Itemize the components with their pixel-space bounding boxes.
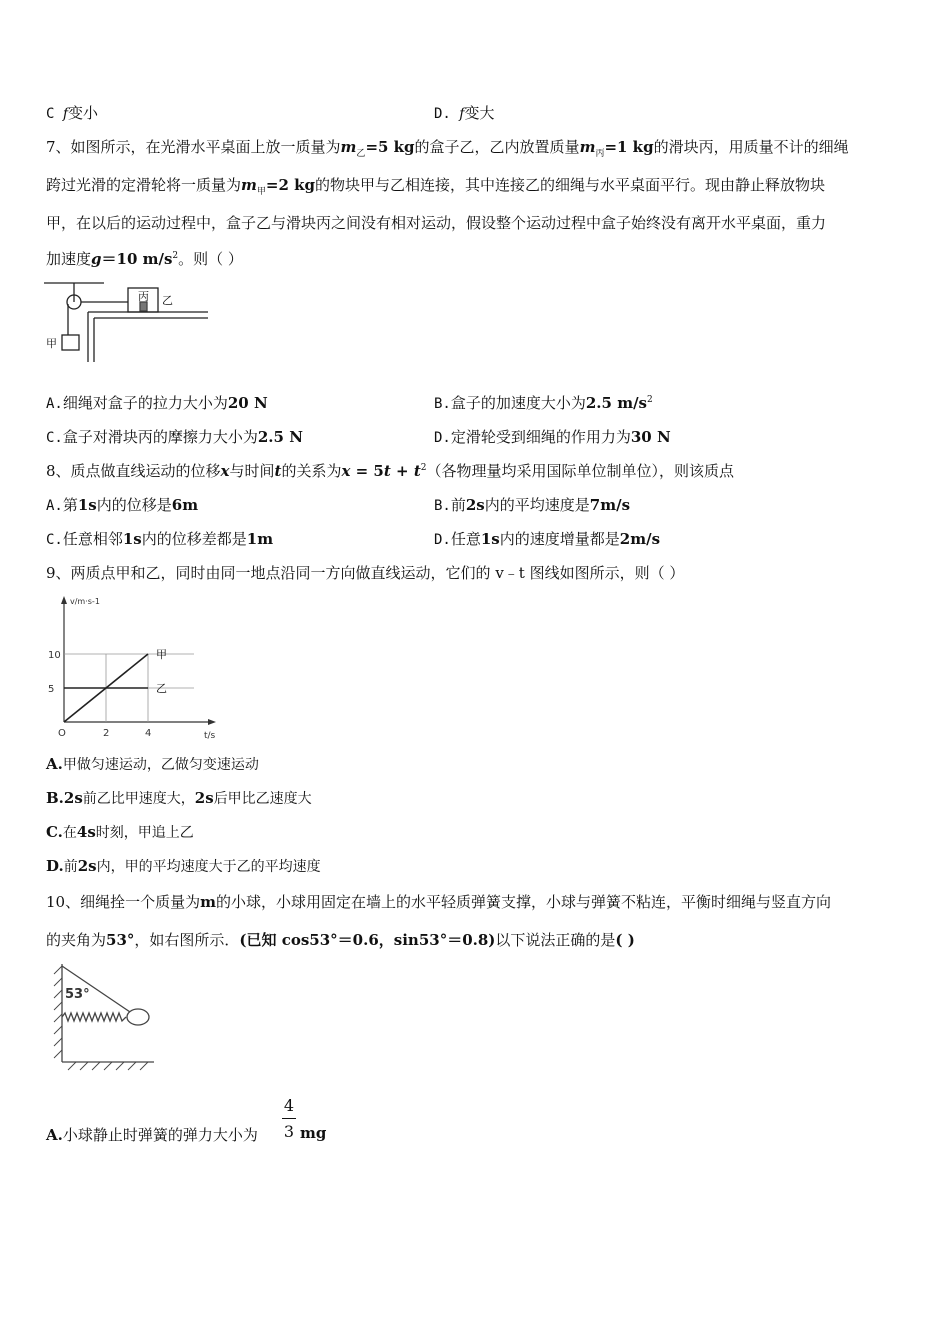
series-label-0: 甲 [156, 648, 167, 661]
x-axis-arrow-icon [208, 719, 216, 725]
q7-stem-line2: 跨过光滑的定滑轮将一质量为$m_甲=2$ kg的物块甲与乙相连接，其中连接乙的细绳与水平桌面平行。现由静止释放物块 [46, 176, 826, 197]
q7-stem-line4: 加速度g＝10 $m/s^2$。则（ ） [46, 250, 243, 268]
ball [127, 1009, 149, 1025]
series-label-1: 乙 [156, 682, 167, 695]
label-jia: 甲 [46, 337, 57, 350]
q7-option-d: D.定滑轮受到细绳的作用力为30 N [434, 428, 671, 446]
q7-option-c: C.盒子对滑块丙的摩擦力大小为2.5 N [46, 428, 303, 446]
spring [62, 1013, 126, 1021]
x-axis-label: t/s [204, 731, 216, 740]
q8-stem: 8、质点做直线运动的位移x与时间t的关系为$x = 5t + t^2$（各物理量均采用国际单位制单位），则该质点 [46, 462, 735, 480]
q7-stem-line1: 7、如图所示，在光滑水平桌面上放一质量为$m_乙=5$ kg的盒子乙，乙内放置质量$m_丙=1$ kg的滑块丙，用质量不计的细绳 [46, 138, 849, 159]
q8-option-d: D.任意1s内的速度增量都是2m/s [434, 530, 661, 548]
q9-option-c: C.在4s时刻，甲追上乙 [46, 823, 194, 841]
q9-option-d: D.前2s内，甲的平均速度大于乙的平均速度 [46, 857, 321, 875]
q7-stem-line3: 甲，在以后的运动过程中，盒子乙与滑块丙之间没有相对运动，假设整个运动过程中盒子始终没有离开水平桌面，重力 [46, 214, 827, 232]
wall-hatching [54, 966, 62, 1058]
label-bing: 丙 [138, 290, 149, 303]
block-jia [62, 335, 79, 350]
y-tick-label: 10 [48, 650, 61, 661]
slider-bing-fill [140, 302, 147, 311]
y-axis-label: v/m·s-1 [70, 597, 100, 606]
q8-option-a: A.第1s内的位移是6m [46, 496, 199, 514]
q10-stem-line2: 的夹角为53°，如右图所示．(已知 cos53°＝0.6，sin53°＝0.8)以下说法正确的是( ) [46, 931, 635, 949]
y-axis-arrow-icon [61, 596, 67, 604]
q7-pulley-figure [44, 280, 224, 372]
q7-option-b: B.盒子的加速度大小为2.5 $m/s^2$ [434, 394, 653, 412]
q8-option-b: B.前2s内的平均速度是7m/s [434, 496, 631, 514]
q8-option-c: C.任意相邻1s内的位移差都是1m [46, 530, 274, 548]
q9-option-a: A.甲做匀速运动，乙做匀变速运动 [46, 755, 259, 773]
floor-hatching [68, 1062, 148, 1070]
q10-spring-figure [44, 958, 164, 1076]
q9-option-b: B.2s前乙比甲速度大，2s后甲比乙速度大 [46, 789, 312, 807]
x-tick-label: 4 [145, 728, 152, 739]
q6-option-c: C f变小 [46, 104, 99, 122]
label-yi: 乙 [162, 294, 173, 307]
q9-vt-chart [44, 590, 224, 740]
angle-label: 53° [65, 987, 90, 1002]
q10-option-a: A.小球静止时弹簧的弹力大小为 [46, 1126, 258, 1144]
fraction-numerator: 4 [283, 1096, 295, 1115]
option-a-unit: mg [300, 1124, 327, 1142]
y-tick-label: 5 [48, 684, 55, 695]
q7-option-a: A.细绳对盒子的拉力大小为20 N [46, 394, 268, 412]
q9-stem: 9、两质点甲和乙，同时由同一地点沿同一方向做直线运动，它们的 v﹣t 图线如图所示，则（ ） [46, 564, 685, 582]
fraction-denominator: 3 [283, 1122, 295, 1141]
q10-stem-line1: 10、细绳拴一个质量为m的小球，小球用固定在墙上的水平轻质弹簧支撑，小球与弹簧不粘连，平衡时细绳与竖直方向 [46, 893, 831, 911]
x-tick-label: O [58, 728, 66, 739]
fraction-bar [282, 1118, 296, 1119]
x-tick-label: 2 [103, 728, 110, 739]
q6-option-d: D. f变大 [434, 104, 495, 122]
